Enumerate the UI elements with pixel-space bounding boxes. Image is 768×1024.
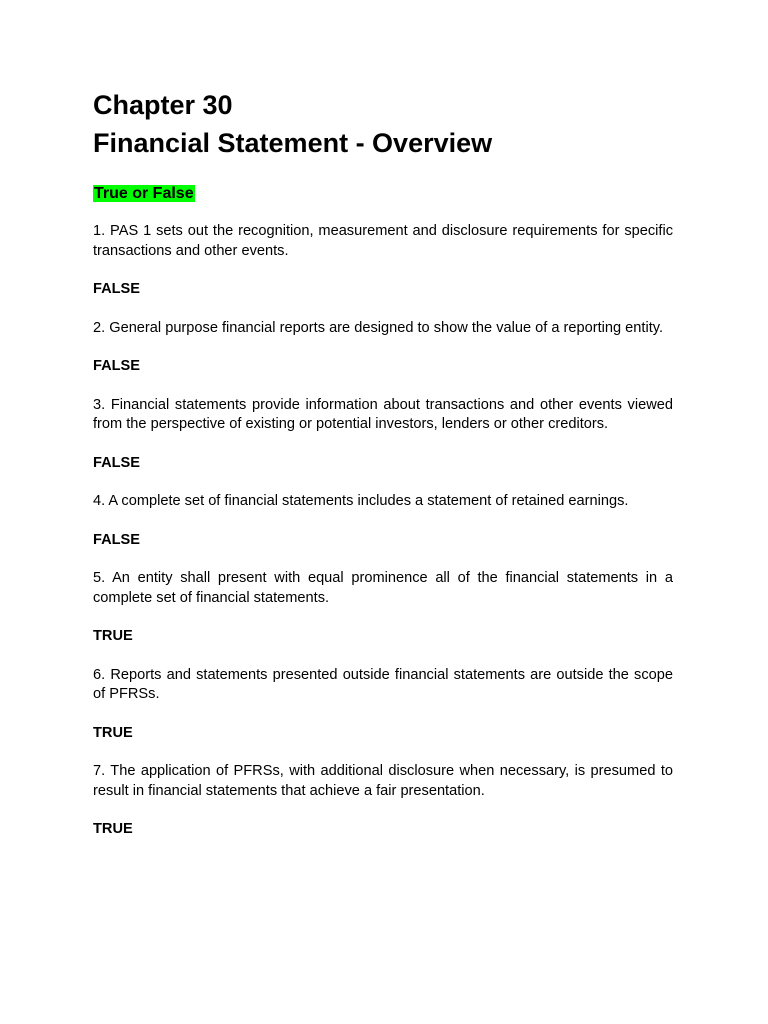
list-item — [93, 666, 673, 744]
answer-text: FALSE — [93, 281, 141, 297]
question-text: 3. Financial statements provide information about transactions and other events viewed from the perspective of existing or potential investors, lenders or other creditors. — [93, 396, 673, 432]
question-list — [93, 222, 673, 840]
answer-text: FALSE — [93, 454, 141, 471]
list-item — [93, 569, 673, 647]
question-text: 4. A complete set of financial statements includes a statement of retained earnings. — [93, 493, 629, 509]
chapter-number: Chapter 30 — [93, 90, 233, 120]
list-item — [93, 762, 673, 840]
page-title: Financial Statement - Overview — [93, 128, 493, 158]
section-heading — [93, 184, 673, 203]
question-text: 6. Reports and statements presented outside financial statements are outside the scope of PFRSs. — [93, 666, 673, 702]
answer-text: TRUE — [93, 628, 133, 644]
document-page — [93, 86, 673, 840]
answer-text: TRUE — [93, 724, 133, 741]
question-text: 2. General purpose financial reports are designed to show the value of a reporting entity. — [93, 319, 664, 336]
question-text: 1. PAS 1 sets out the recognition, measurement and disclosure requirements for specific transactions and other events. — [93, 223, 673, 259]
chapter-title — [93, 86, 673, 162]
list-item — [93, 222, 673, 300]
section-heading-label: True or False — [94, 185, 194, 202]
question-text: 7. The application of PFRSs, with additional disclosure when necessary, is presumed to result in financial statements that achieve a fair presentation. — [93, 763, 673, 799]
list-item — [93, 319, 673, 377]
question-text: 5. An entity shall present with equal prominence all of the financial statements in a complete set of financial statements. — [93, 570, 673, 606]
list-item — [93, 492, 673, 550]
answer-text: FALSE — [93, 531, 141, 548]
list-item — [93, 396, 673, 474]
answer-text: FALSE — [93, 358, 141, 374]
answer-text: TRUE — [93, 821, 133, 837]
